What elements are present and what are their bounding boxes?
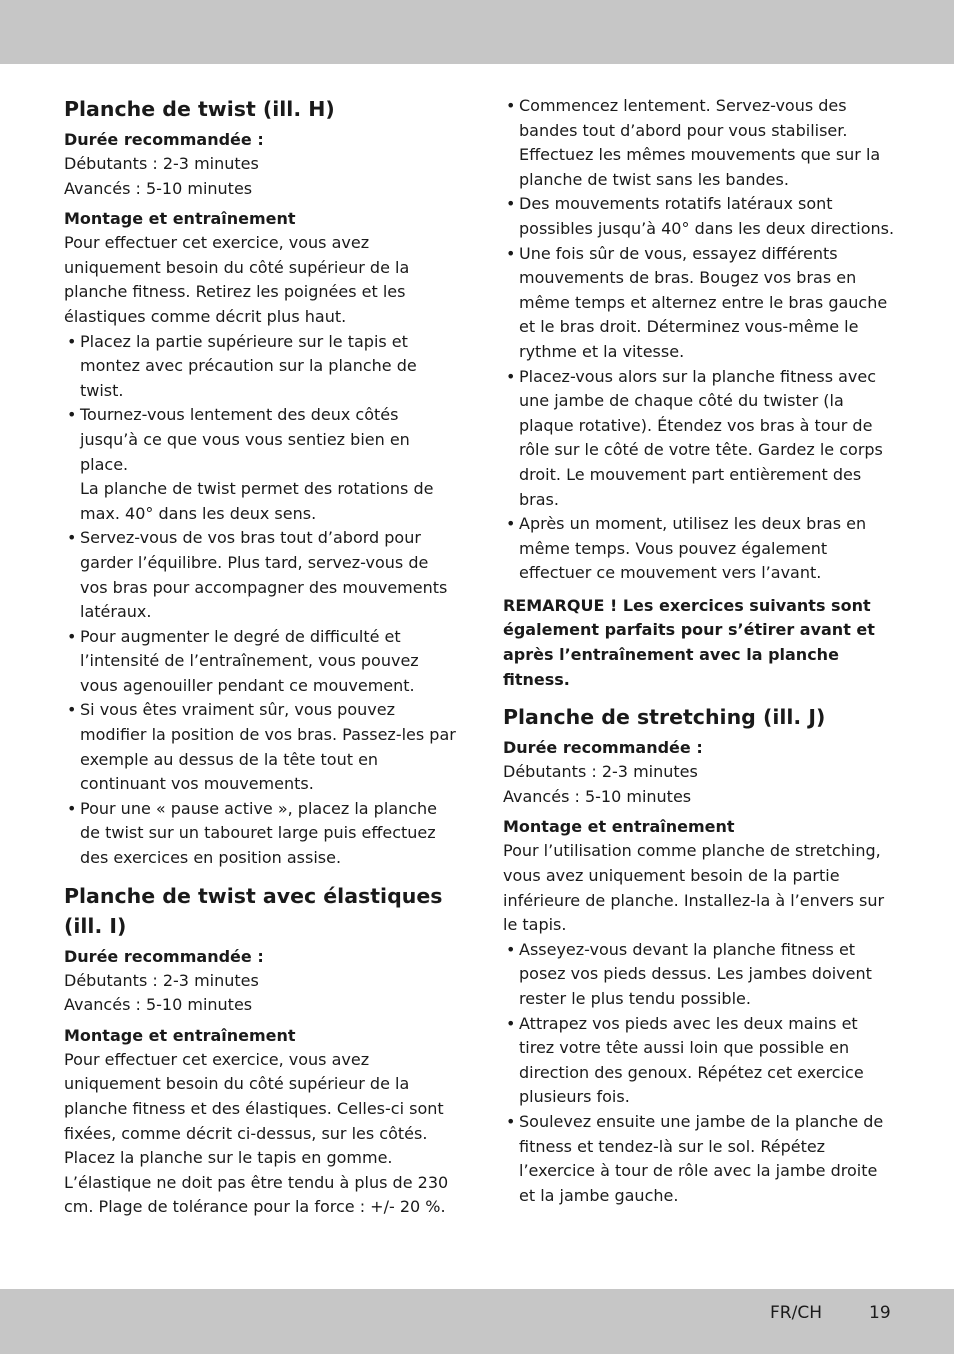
duration-advanced: Avancés : 5-10 minutes — [64, 995, 253, 1015]
stretching-bullet-list — [503, 938, 895, 1209]
duration-heading: Durée recommandée : — [503, 738, 703, 758]
list-item: • Attrapez vos pieds avec les deux mains et tirez votre tête aussi loin que possible en direction des genoux. Répétez cet exercice plusieurs fois. — [503, 1012, 895, 1110]
list-item: • Placez-vous alors sur la planche fitness avec une jambe de chaque côté du twister (la plaque rotative). Étendez vos bras à tour de rôle sur le côté de votre tête. Gardez le corps droit. Le mouvement part entièrement des bras. — [503, 365, 895, 513]
duration-advanced: Avancés : 5-10 minutes — [64, 178, 253, 198]
list-item: • Servez-vous de vos bras tout d’abord pour garder l’équilibre. Plus tard, servez-vous de vos bras pour accompagner des mouvements latéraux. — [64, 526, 456, 624]
duration-heading: Durée recommandée : — [64, 130, 264, 149]
section-title-twist-bands: Planche de twist avec élastiques (ill. I) — [64, 883, 443, 938]
list-item: • Commencez lentement. Servez-vous des bandes tout d’abord pour vous stabiliser. Effectuez les mêmes mouvements que sur la planche de twist sans les bandes. — [503, 94, 895, 192]
duration-beginners: Débutants : 2-3 minutes — [503, 762, 698, 782]
footer-language-code: FR/CH — [770, 1303, 822, 1323]
list-item: • Asseyez-vous devant la planche fitness et posez vos pieds dessus. Les jambes doivent rester le plus tendu possible. — [503, 938, 895, 1012]
list-item: • Tournez-vous lentement des deux côtés jusqu’à ce que vous vous sentiez bien en place. La planche de twist permet des rotations de max. 40° dans les deux sens. — [64, 403, 456, 526]
setup-heading: Montage et entraînement — [503, 817, 735, 837]
section-title-twist: Planche de twist (ill. H) — [64, 97, 335, 121]
list-item: • Placez la partie supérieure sur le tapis et montez avec précaution sur la planche de twist. — [64, 330, 456, 404]
list-item: • Si vous êtes vraiment sûr, vous pouvez modifier la position de vos bras. Passez-les par exemple au dessus de la tête tout en continuant vos mouvements. — [64, 698, 456, 796]
right-column — [503, 94, 895, 1208]
duration-heading: Durée recommandée : — [64, 946, 264, 966]
elastic-note: L’élastique ne doit pas être tendu à plus de 230 cm. Plage de tolérance pour la force : +/- 20 %. — [64, 1172, 449, 1217]
twist-bands-bullet-list — [503, 94, 895, 586]
list-item-subtext: La planche de twist permet des rotations de max. 40° dans les deux sens. — [80, 479, 434, 523]
list-item: • Pour augmenter le degré de difficulté et l’intensité de l’entraînement, vous pouvez vous agenouiller pendant ce mouvement. — [64, 625, 456, 699]
duration-beginners: Débutants : 2-3 minutes — [64, 970, 259, 990]
setup-heading: Montage et entraînement — [64, 1025, 296, 1045]
list-item: • Des mouvements rotatifs latéraux sont possibles jusqu’à 40° dans les deux directions. — [503, 192, 895, 241]
twist-bullet-list — [64, 330, 456, 871]
list-item: • Soulevez ensuite une jambe de la planche de fitness et tendez-là sur le sol. Répétez l’exercice à tour de rôle avec la jambe droite et la jambe gauche. — [503, 1110, 895, 1208]
list-item: • Pour une « pause active », placez la planche de twist sur un tabouret large puis effectuez des exercices en position assise. — [64, 797, 456, 871]
setup-intro: Pour effectuer cet exercice, vous avez uniquement besoin du côté supérieur de la planche fitness et des élastiques. Celles-ci sont fixées, comme décrit ci-dessus, sur les côtés. Placez la planche sur le tapis en gomme. — [64, 1049, 444, 1168]
remark-note: REMARQUE ! Les exercices suivants sont également parfaits pour s’étirer avant et après l’entraînement avec la planche fitness. — [503, 595, 875, 689]
list-item: • Une fois sûr de vous, essayez différents mouvements de bras. Bougez vos bras en même temps et alternez entre le bras gauche et le bras droit. Déterminez vous-même le rythme et la vitesse. — [503, 242, 895, 365]
section-title-stretching: Planche de stretching (ill. J) — [503, 705, 826, 730]
left-column — [64, 94, 456, 1220]
list-item: • Après un moment, utilisez les deux bras en même temps. Vous pouvez également effectuer ce mouvement vers l’avant. — [503, 512, 895, 586]
header-band — [0, 0, 954, 64]
setup-intro: Pour l’utilisation comme planche de stretching, vous avez uniquement besoin de la partie inférieure de planche. Installez-la à l’envers sur le tapis. — [503, 841, 885, 935]
duration-advanced: Avancés : 5-10 minutes — [503, 786, 692, 806]
setup-heading: Montage et entraînement — [64, 209, 296, 229]
duration-beginners: Débutants : 2-3 minutes — [64, 154, 259, 173]
page-number: 19 — [869, 1303, 891, 1323]
setup-intro: Pour effectuer cet exercice, vous avez uniquement besoin du côté supérieur de la planche fitness. Retirez les poignées et les élastiques comme décrit plus haut. — [64, 233, 410, 326]
